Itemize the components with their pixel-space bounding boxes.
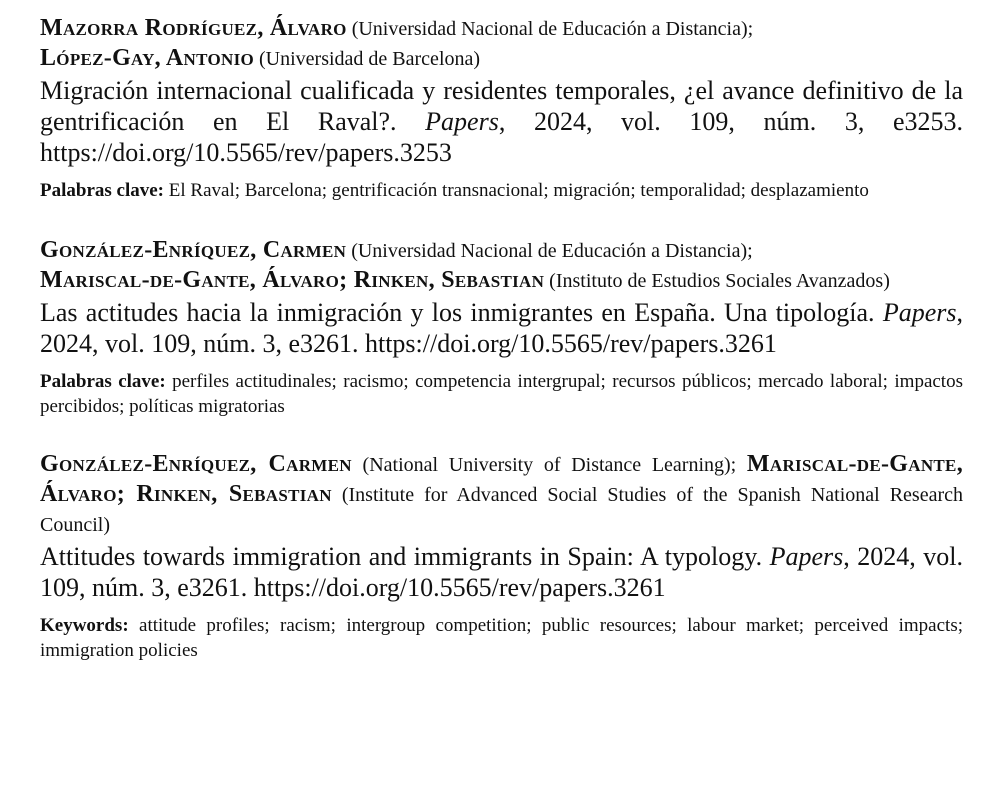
author-block	[40, 236, 963, 296]
author-affiliation: (Universidad Nacional de Educación a Distancia);	[346, 240, 753, 262]
keywords	[40, 369, 963, 419]
keywords-label: Palabras clave:	[40, 371, 166, 392]
author-affiliation: (Universidad de Barcelona)	[254, 48, 481, 70]
keywords	[40, 178, 963, 203]
article-title: Migración internacional cualificada y residentes temporales, ¿el avance definitivo de la gentrificación en El Raval?.	[40, 76, 963, 136]
journal-name: Papers	[425, 107, 499, 136]
author-affiliation: (National University of Distance Learning);	[351, 454, 747, 476]
article-citation	[40, 297, 963, 359]
citation-details: , 2024, vol. 109, núm. 3, e3261. https://doi.org/10.5565/rev/papers.3261	[40, 542, 963, 602]
journal-name: Papers	[769, 542, 844, 571]
article-title: Las actitudes hacia la inmigración y los inmigrantes en España. Una tipología.	[40, 298, 883, 327]
reference-entry	[40, 450, 963, 663]
author-name: Mariscal-de-Gante, Álvaro; Rinken, Sebastian	[40, 451, 963, 507]
author-affiliation: (Universidad Nacional de Educación a Distancia);	[346, 18, 754, 40]
author-name: Mazorra Rodríguez, Álvaro	[40, 15, 347, 41]
citation-details: , 2024, vol. 109, núm. 3, e3253. https://doi.org/10.5565/rev/papers.3253	[40, 107, 963, 167]
author-block	[40, 450, 963, 540]
citation-details: , 2024, vol. 109, núm. 3, e3261. https://doi.org/10.5565/rev/​papers.3261	[40, 298, 963, 358]
article-title: Attitudes towards immigration and immigrants in Spain: A typology.	[40, 542, 770, 571]
keywords-list: attitude profiles; racism; intergroup competition; public resources; labour market; perceived impacts; immigration policies	[40, 615, 963, 661]
author-block	[40, 14, 963, 74]
keywords-list: perfiles actitudinales; racismo; competencia intergrupal; recursos públicos; mercado laboral; impactos percibidos; políticas migratorias	[40, 371, 963, 417]
keywords-label: Palabras clave:	[40, 180, 165, 201]
journal-name: Papers	[882, 298, 957, 327]
reference-entry	[40, 14, 963, 203]
author-name: González-Enríquez, Carmen	[40, 237, 347, 263]
reference-entry	[40, 236, 963, 419]
author-name: López-Gay, Antonio	[40, 45, 255, 71]
author-affiliation: (Institute for Advanced Social Studies of the Spanish National Research Council)	[40, 484, 964, 536]
keywords-list: El Raval; Barcelona; gentrificación transnacional; migración; temporalidad; desplazamiento	[164, 180, 869, 201]
author-affiliation: (Instituto de Estudios Sociales Avanzados)	[544, 270, 890, 292]
keywords-label: Keywords:	[40, 615, 129, 636]
keywords	[40, 613, 963, 663]
author-name: González-Enríquez, Carmen	[40, 451, 352, 477]
article-citation	[40, 541, 963, 603]
article-citation	[40, 75, 963, 168]
author-name: Mariscal-de-Gante, Álvaro; Rinken, Sebastian	[40, 267, 545, 293]
